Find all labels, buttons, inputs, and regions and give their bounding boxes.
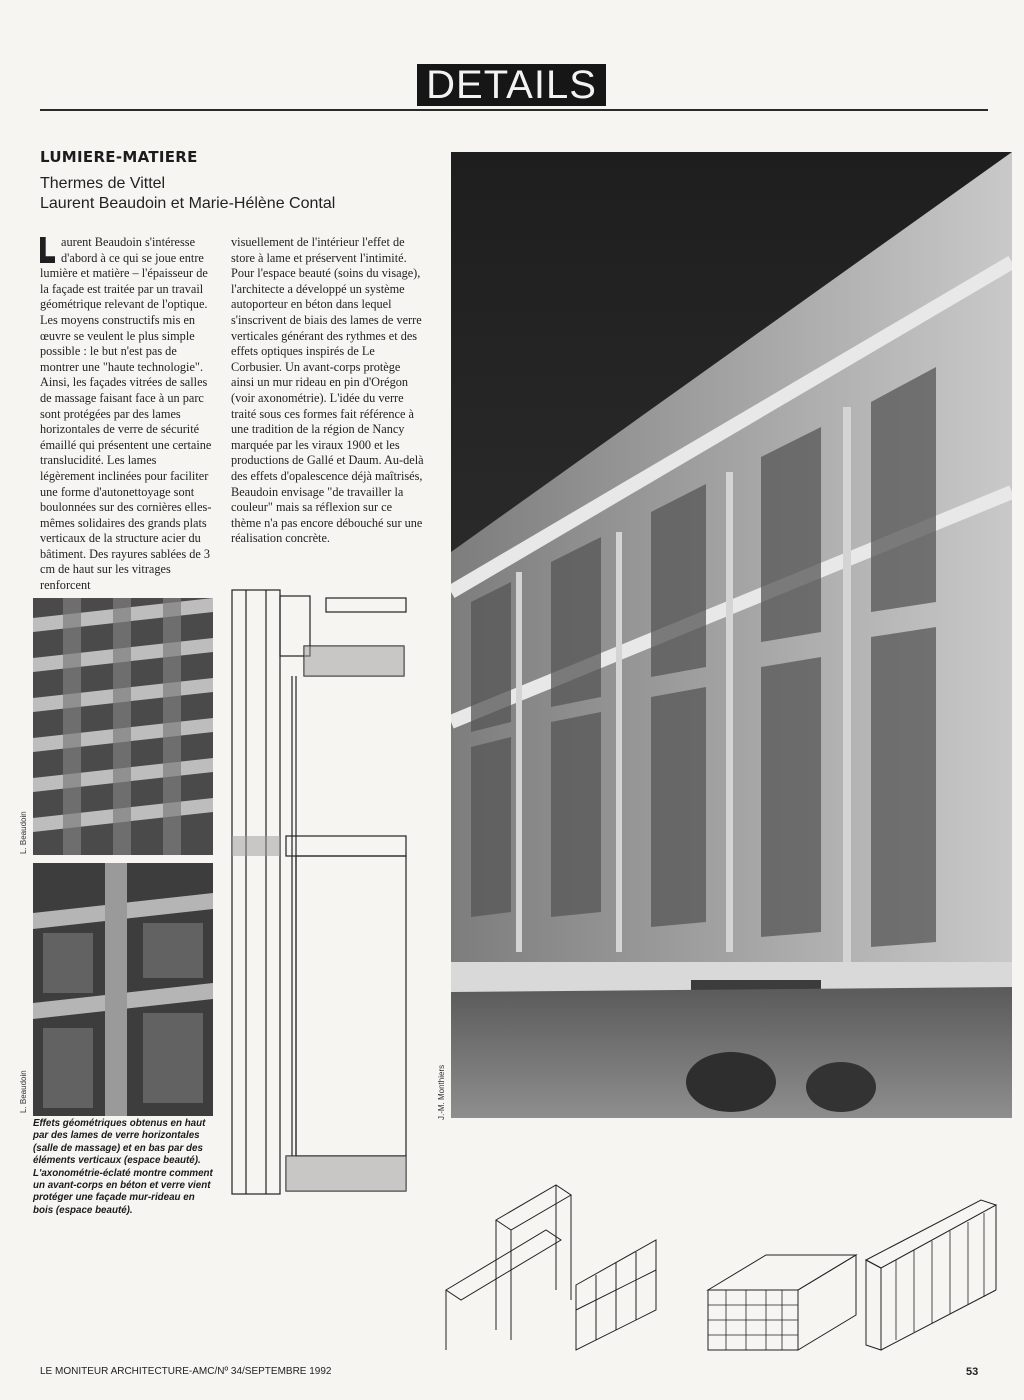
facade-photo-bottom-graphic	[33, 863, 213, 1116]
photo-credit-large: J.-M. Monthiers	[437, 1064, 446, 1120]
drop-cap-l	[40, 237, 55, 263]
photo-credit-top: L. Beaudoin	[19, 811, 28, 854]
figure-caption: Effets géométriques obtenus en haut par des lames de verre horizontales (salle de massage) et en bas par des éléments verticaux (espace beauté). L'axonométrie-éclaté montre comment un avant-corps en béton et verre vient protéger une façade mur-rideau en bois (espace beauté).	[33, 1118, 213, 1216]
construction-section-graphic	[226, 586, 408, 1198]
facade-photo-bottom	[33, 863, 213, 1116]
axonometric-drawing	[436, 1180, 1008, 1355]
page-number: 53	[966, 1366, 979, 1378]
facade-photo-top-graphic	[33, 598, 213, 855]
photo-credit-bottom: L. Beaudoin	[19, 1070, 28, 1113]
body-column-2: visuellement de l'intérieur l'effet de store à lame et préservent l'intimité. Pour l'espace beauté (soins du visage), l'architecte a développé un système autoporteur en béton dans lequel s'inscrivent de biais des lames de verre verticales générant des rythmes et des effets optiques inspirés de Le Corbusier. Un avant-corps protège ainsi un mur rideau en pin d'Orégon (voir axonométrie). L'idée du verre traité sous ces formes fait référence à une tradition de la région de Nancy marquée par les viraux 1900 et les productions de Gallé et Daum. Au-delà des effets d'opalescence déjà maîtrisés, Beaudoin envisage "de travailler la couleur" mais sa réflexion sur ce thème n'a pas encore débouché sur une réalisation concrète.	[231, 235, 424, 546]
article-subtitle	[40, 174, 335, 214]
axonometric-graphic	[436, 1180, 1008, 1355]
subtitle-line-2: Laurent Beaudoin et Marie-Hélène Contal	[40, 195, 336, 212]
body-column-1	[40, 235, 212, 594]
facade-photo-large	[451, 152, 1012, 1118]
section-label: DETAILS	[417, 64, 606, 106]
header-rule	[40, 109, 988, 111]
facade-photo-large-graphic	[451, 152, 1012, 1118]
body-column-1-text: aurent Beaudoin s'intéresse d'abord à ce qui se joue entre lumière et matière – l'épaisseur de la façade est traitée par un travail géométrique relevant de l'optique. Les moyens constructifs mis en œuvre se veulent le plus simple possible : le but n'est pas de montrer une "haute technologie". Ainsi, les façades vitrées de salles de massage faisant face à un parc sont protégées par des lames horizontales de verre de sécurité émaillé qui présentent une certaine translucidité. Les lames légèrement inclinées pour faciliter une forme d'autonettoyage sont boulonnées sur des cornières elles-mêmes solidaires des grands plats verticaux de la structure acier du bâtiment. Des rayures sablées de 3 cm de haut sur les vitrages renforcent	[40, 235, 212, 593]
construction-section-drawing	[226, 586, 408, 1198]
article-headline: LUMIERE-MATIERE	[40, 148, 198, 166]
facade-photo-top	[33, 598, 213, 855]
footer-publication: LE MONITEUR ARCHITECTURE-AMC/Nº 34/SEPTEMBRE 1992	[40, 1366, 332, 1377]
subtitle-line-1: Thermes de Vittel	[40, 175, 166, 192]
